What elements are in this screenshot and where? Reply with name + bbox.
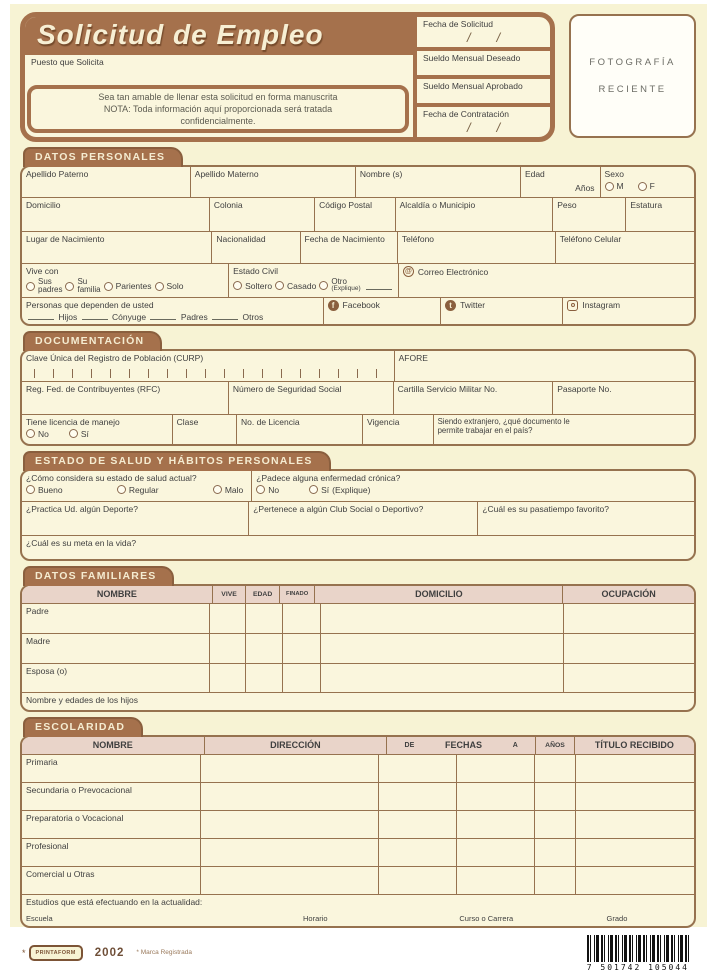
footer-trademark: * Marca Registrada <box>136 949 193 957</box>
cell-titulo[interactable] <box>575 811 694 838</box>
photo-label: RECIENTE <box>598 84 667 95</box>
cell-direccion[interactable] <box>200 755 379 782</box>
field-estado-salud: ¿Cómo considera su estado de salud actual? Bueno Regular Malo <box>26 472 244 495</box>
radio-enfermedad-no[interactable] <box>256 485 265 494</box>
field-sueldo-aprobado[interactable] <box>417 79 550 107</box>
field-label: Fecha de Contratación <box>423 109 509 119</box>
photo-label: FOTOGRAFÍA <box>589 57 676 68</box>
field-sueldo-deseado[interactable] <box>417 51 550 79</box>
field-fecha-nacimiento[interactable]: Fecha de Nacimiento <box>300 232 397 263</box>
field-puesto-solicita[interactable] <box>25 55 413 85</box>
field-telefono[interactable]: Teléfono <box>397 232 555 263</box>
cell-direccion[interactable] <box>200 839 379 866</box>
radio-civil-otro[interactable] <box>319 281 328 290</box>
row-label-esposa: Esposa (o) <box>26 665 68 676</box>
field-pasatiempo[interactable]: ¿Cuál es su pasatiempo favorito? <box>477 502 694 535</box>
field-cartilla-militar[interactable]: Cartilla Servicio Militar No. <box>393 382 553 414</box>
date-separators: / / <box>467 120 501 135</box>
curp-character-ticks[interactable] <box>34 369 382 378</box>
twitter-icon: t <box>445 300 456 311</box>
col-header-nombre: NOMBRE <box>92 740 133 751</box>
field-afore[interactable]: AFORE <box>394 351 694 381</box>
field-estado-civil: Estado Civil Soltero Casado Otro (Explique) <box>228 264 398 297</box>
printaform-logo: PRINTAFORM <box>29 945 83 961</box>
note-line: Sea tan amable de llenar esta solicitud en forma manuscrita <box>98 91 338 102</box>
field-telefono-celular[interactable]: Teléfono Celular <box>555 232 694 263</box>
field-estatura[interactable]: Estatura <box>625 198 694 231</box>
cell-fecha-a[interactable] <box>456 783 534 810</box>
section-tab-documentacion: DOCUMENTACIÓN <box>23 331 162 351</box>
section-escolaridad <box>20 715 696 928</box>
field-curso-carrera[interactable]: Curso o Carrera <box>459 913 514 923</box>
field-grado[interactable]: Grado <box>606 913 628 923</box>
field-estudios-actuales[interactable]: Estudios que está efectuando en la actualidad: <box>26 896 203 907</box>
header-left <box>25 17 413 137</box>
cell-edad[interactable] <box>245 664 282 692</box>
field-fecha-solicitud[interactable] <box>417 17 550 51</box>
field-rfc[interactable]: Reg. Fed. de Contribuyentes (RFC) <box>26 383 161 394</box>
note-line: NOTA: Toda información aquí proporcionada será tratada <box>103 103 333 114</box>
footer <box>20 933 696 973</box>
familiares-row-esposa <box>22 663 694 692</box>
cell-vive[interactable] <box>209 634 246 663</box>
cell-ocupacion[interactable] <box>563 634 694 663</box>
field-label: Puesto que Solicita <box>31 57 104 67</box>
field-clase[interactable]: Clase <box>172 415 236 444</box>
field-alcaldia-municipio[interactable]: Alcaldía o Municipio <box>395 198 553 231</box>
field-escuela[interactable]: Escuela <box>26 913 53 923</box>
conyuge-blank[interactable] <box>82 311 108 320</box>
cell-ocupacion[interactable] <box>563 604 694 633</box>
section-tab-datos-personales: DATOS PERSONALES <box>23 147 183 167</box>
field-peso[interactable]: Peso <box>552 198 625 231</box>
padres-blank[interactable] <box>150 311 176 320</box>
section-datos-personales <box>20 145 696 326</box>
form-page <box>10 4 707 972</box>
date-separators: / / <box>467 30 501 45</box>
row-label-padre: Padre <box>26 605 49 616</box>
cell-direccion[interactable] <box>200 811 379 838</box>
col-header-fechas: DE FECHAS A <box>386 737 535 754</box>
cell-finado[interactable] <box>282 664 320 692</box>
radio-sexo-m[interactable] <box>605 182 614 191</box>
col-header-anos: AÑOS <box>535 737 574 754</box>
radio-salud-regular[interactable] <box>117 485 126 494</box>
row-label-primaria: Primaria <box>26 756 58 767</box>
email-icon: @ <box>403 266 414 277</box>
familiares-header-row <box>22 586 694 603</box>
field-no-licencia[interactable]: No. de Licencia <box>236 415 362 444</box>
footer-asterisk: * <box>22 947 26 958</box>
col-header-edad: EDAD <box>245 586 279 603</box>
section-salud <box>20 449 696 561</box>
otro-explique-blank[interactable] <box>366 281 392 290</box>
facebook-icon: f <box>328 300 339 311</box>
field-nss[interactable]: Número de Seguridad Social <box>228 382 393 414</box>
cell-fecha-a[interactable] <box>456 839 534 866</box>
field-edad[interactable]: Edad Años <box>520 167 600 197</box>
col-header-finado: FINADO <box>279 586 314 603</box>
field-apellido-materno[interactable]: Apellido Materno <box>190 167 355 197</box>
col-header-direccion: DIRECCIÓN <box>204 737 387 754</box>
hijos-blank[interactable] <box>28 311 54 320</box>
field-dependientes[interactable]: Personas que dependen de usted Hijos Cónyuge Padres Otros <box>26 299 264 322</box>
barcode-number: 7 501742 105044 <box>586 962 689 972</box>
field-club-social[interactable]: ¿Pertenece a algún Club Social o Deportivo? <box>248 502 477 535</box>
col-header-nombre: NOMBRE <box>96 589 137 600</box>
cell-vive[interactable] <box>209 664 246 692</box>
footer-year: 2002 <box>94 946 125 959</box>
cell-direccion[interactable] <box>200 783 379 810</box>
cell-domicilio[interactable] <box>320 604 563 633</box>
field-instagram[interactable]: Instagram <box>562 298 694 324</box>
field-pasaporte[interactable]: Pasaporte No. <box>552 382 694 414</box>
field-meta-vida[interactable]: ¿Cuál es su meta en la vida? <box>26 537 137 548</box>
escolaridad-row-estudios-actuales <box>22 894 694 912</box>
cell-fecha-de[interactable] <box>378 783 456 810</box>
title-banner <box>25 17 413 55</box>
cell-anos[interactable] <box>534 867 575 894</box>
escolaridad-row-preparatoria <box>22 810 694 838</box>
escolaridad-row-profesional <box>22 838 694 866</box>
field-correo-electronico[interactable]: @ Correo Electrónico <box>398 264 694 297</box>
field-enfermedad-cronica: ¿Padece alguna enfermedad crónica? No Sí (Explique) <box>251 471 694 501</box>
radio-sexo-f[interactable] <box>638 182 647 191</box>
field-facebook[interactable]: f Facebook <box>323 298 441 324</box>
escolaridad-row-primaria <box>22 754 694 782</box>
radio-civil-soltero[interactable] <box>233 281 242 290</box>
cell-fecha-a[interactable] <box>456 867 534 894</box>
radio-licencia-si[interactable] <box>69 429 78 438</box>
cell-anos[interactable] <box>534 783 575 810</box>
section-documentacion <box>20 329 696 446</box>
radio-vive-su-familia[interactable] <box>65 282 74 291</box>
cell-domicilio[interactable] <box>320 664 563 692</box>
field-colonia[interactable]: Colonia <box>209 198 314 231</box>
escolaridad-row-secundaria <box>22 782 694 810</box>
field-nombres[interactable]: Nombre (s) <box>355 167 520 197</box>
page-title: Solicitud de Empleo <box>37 19 324 50</box>
field-fecha-contratacion[interactable] <box>417 107 550 137</box>
field-label: Fecha de Solicitud <box>423 19 493 29</box>
col-header-titulo: TÍTULO RECIBIDO <box>574 737 694 754</box>
field-horario[interactable]: Horario <box>302 913 328 923</box>
cell-fecha-a[interactable] <box>456 755 534 782</box>
escolaridad-row-estudios-labels <box>22 912 694 926</box>
cell-vive[interactable] <box>209 604 246 633</box>
section-tab-datos-familiares: DATOS FAMILIARES <box>23 566 174 586</box>
cell-titulo[interactable] <box>575 867 694 894</box>
cell-fecha-de[interactable] <box>378 755 456 782</box>
header <box>20 12 696 142</box>
field-codigo-postal[interactable]: Código Postal <box>314 198 395 231</box>
row-label-secundaria: Secundaria o Prevocacional <box>26 784 132 795</box>
radio-vive-parientes[interactable] <box>104 282 113 291</box>
radio-vive-sus-padres[interactable] <box>26 282 35 291</box>
instructions-note <box>27 85 409 133</box>
cell-titulo[interactable] <box>575 783 694 810</box>
otros-blank[interactable] <box>212 311 238 320</box>
cell-edad[interactable] <box>245 634 282 663</box>
field-curp[interactable]: Clave Única del Registro de Población (CURP) <box>22 351 394 381</box>
field-extranjero-documento[interactable]: Siendo extranjero, ¿qué documento le permite trabajar en el país? <box>433 415 694 444</box>
row-label-comercial: Comercial u Otras <box>26 868 95 879</box>
col-header-domicilio: DOMICILIO <box>314 586 562 603</box>
radio-vive-solo[interactable] <box>155 282 164 291</box>
section-datos-familiares <box>20 564 696 712</box>
col-header-ocupacion: OCUPACIÓN <box>562 586 694 603</box>
escolaridad-row-comercial <box>22 866 694 894</box>
radio-salud-bueno[interactable] <box>26 485 35 494</box>
section-tab-salud: ESTADO DE SALUD Y HÁBITOS PERSONALES <box>23 451 331 471</box>
note-line: confidencialmente. <box>180 115 256 126</box>
cell-anos[interactable] <box>534 811 575 838</box>
cell-finado[interactable] <box>282 634 320 663</box>
field-nacionalidad[interactable]: Nacionalidad <box>211 232 299 263</box>
familiares-row-padre <box>22 603 694 633</box>
familiares-row-hijos <box>22 692 694 710</box>
section-tab-escolaridad: ESCOLARIDAD <box>23 717 143 737</box>
row-label-profesional: Profesional <box>26 840 69 851</box>
cell-fecha-de[interactable] <box>378 839 456 866</box>
row-label-preparatoria: Preparatoria o Vocacional <box>26 812 124 823</box>
familiares-row-madre <box>22 633 694 663</box>
instagram-icon <box>567 300 578 311</box>
cell-domicilio[interactable] <box>320 634 563 663</box>
field-label: Sueldo Mensual Deseado <box>423 53 521 63</box>
radio-salud-malo[interactable] <box>213 485 222 494</box>
cell-edad[interactable] <box>245 604 282 633</box>
header-right-fields <box>413 17 550 137</box>
field-licencia-manejo: Tiene licencia de manejo No Sí <box>26 416 120 439</box>
barcode-bars <box>587 935 689 962</box>
cell-titulo[interactable] <box>575 839 694 866</box>
radio-enfermedad-si[interactable] <box>309 485 318 494</box>
field-twitter[interactable]: t Twitter <box>440 298 562 324</box>
field-nombre-edades-hijos[interactable]: Nombre y edades de los hijos <box>26 694 138 705</box>
cell-titulo[interactable] <box>575 755 694 782</box>
col-header-vive: VIVE <box>212 586 246 603</box>
radio-civil-casado[interactable] <box>275 281 284 290</box>
cell-direccion[interactable] <box>200 867 379 894</box>
field-apellido-paterno[interactable]: Apellido Paterno <box>26 169 89 179</box>
photo-box <box>569 14 696 138</box>
cell-anos[interactable] <box>534 839 575 866</box>
cell-fecha-de[interactable] <box>378 811 456 838</box>
field-vive-con: Vive con Sus padres Su familia Parientes Solo <box>26 266 184 295</box>
cell-fecha-de[interactable] <box>378 867 456 894</box>
cell-finado[interactable] <box>282 604 320 633</box>
cell-fecha-a[interactable] <box>456 811 534 838</box>
cell-anos[interactable] <box>534 755 575 782</box>
row-label-madre: Madre <box>26 635 51 646</box>
header-main-box <box>20 12 555 142</box>
cell-ocupacion[interactable] <box>563 664 694 692</box>
field-domicilio[interactable]: Domicilio <box>26 200 61 210</box>
field-deporte[interactable]: ¿Practica Ud. algún Deporte? <box>26 503 138 514</box>
escolaridad-header-row <box>22 737 694 754</box>
barcode <box>582 933 694 973</box>
radio-licencia-no[interactable] <box>26 429 35 438</box>
field-sexo: Sexo M F <box>600 167 694 197</box>
field-label: Sueldo Mensual Aprobado <box>423 81 523 91</box>
field-vigencia[interactable]: Vigencia <box>362 415 433 444</box>
field-lugar-nacimiento[interactable]: Lugar de Nacimiento <box>26 234 105 244</box>
